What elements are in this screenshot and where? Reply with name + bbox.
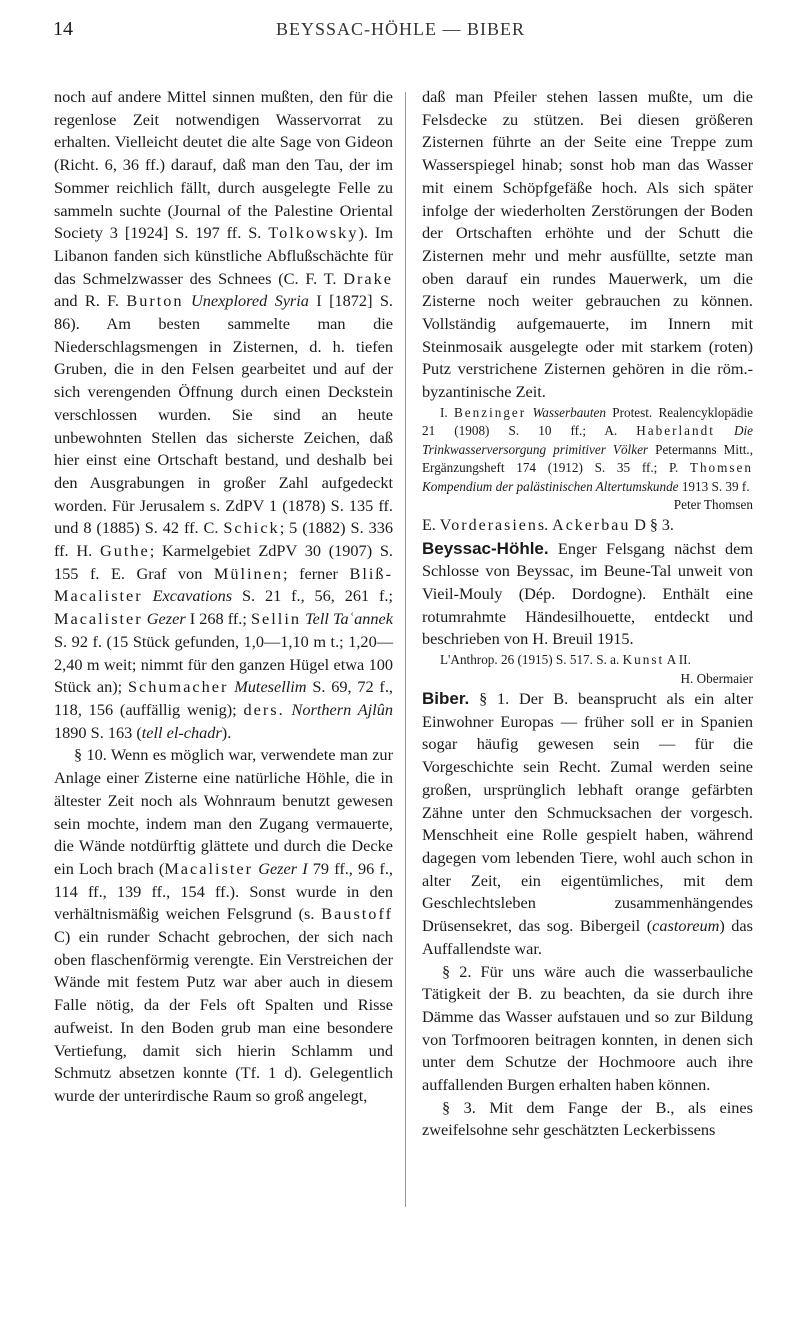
book-title: Gezer I bbox=[258, 858, 308, 878]
author-name: Tolkowsky bbox=[268, 223, 359, 243]
author-name: Drake bbox=[343, 268, 393, 288]
text-run bbox=[143, 586, 153, 605]
book-title: Gezer bbox=[146, 609, 186, 629]
text-run: and R. F. bbox=[54, 291, 127, 311]
latin-term: castoreum bbox=[652, 916, 720, 936]
cross-reference: Baustoff bbox=[321, 904, 393, 924]
author-signature: H. Obermaier bbox=[680, 670, 753, 686]
book-title: Wasserbauten bbox=[532, 404, 606, 420]
right-column bbox=[422, 86, 753, 1142]
page-number: 14 bbox=[53, 18, 73, 40]
text-run: S. 21 f., 56, 261 f.; bbox=[232, 586, 393, 606]
text-run: ; Karmelgebiet ZdPV 30 (1907) S. 155 f. E. Graf von bbox=[54, 541, 393, 583]
text-run: 1913 S. 39 f. bbox=[678, 478, 750, 494]
text-run bbox=[184, 291, 191, 310]
text-run: ) das Auffallendste war. bbox=[422, 916, 753, 958]
text-run: 1890 S. 163 ( bbox=[54, 722, 142, 742]
text-run: ; ferner bbox=[283, 563, 350, 583]
author-name: Guthe bbox=[99, 541, 150, 561]
text-run: ). bbox=[221, 722, 232, 742]
text-run: A II. bbox=[664, 652, 691, 668]
text-run: C) ein runder Schacht gebrochen, der sich nach oben flaschenförmig verengte. Ein Verstreichen der Wände mit festem Putz war aber auch in diesem Falle nötig, da der Fels oft Spalten und Risse aufweist. In den Boden grub man eine besondere Vertiefung, damit sich hierin Schlamm und Schmutz absetzen konnte (Tf. 1 d). Gelegentlich wurde der unterirdische Raum so groß angelegt, bbox=[54, 927, 393, 1105]
book-title: Die Trinkwasserversorgung primitiver Völker bbox=[422, 423, 754, 457]
section-2-paragraph: § 2. Für uns wäre auch die wasserbauliche Tätigkeit der B. zu beachten, da sie durch ihre Dämme das Wasser aufstauen und so zur Bildung von Torfmooren beitragen konnten, in denen sich unter dem Schutze der Hochmoore auch ihre auffallenden Burgen erhalten haben können. bbox=[422, 961, 753, 1095]
entry-biber bbox=[422, 688, 753, 960]
text-run: L'Anthrop. 26 (1915) S. 517. S. a. bbox=[440, 652, 623, 668]
text-run: noch auf andere Mittel sinnen mußten, den für die regenlose Zeit notwendigen Wasservorrat zu erhalten. Vielleicht deutet die alte Sage von Gideon (Richt. 6, 36 ff.) darauf, daß man den Tau, der im Sommer reichlich fällt, durch ausgelegte Felle zu sammeln suchte (Journal of the Palestine Oriental Society 3 [1924] S. 197 ff. S. bbox=[54, 87, 393, 243]
text-run: D § 3. bbox=[630, 516, 674, 534]
book-title: Northern Ajlûn bbox=[291, 699, 393, 719]
text-run: Petermanns Mitt., Ergänzungsheft 174 (1912) S. 35 ff.; P. bbox=[422, 441, 753, 476]
author-name: ders. bbox=[243, 699, 285, 719]
text-run: I 268 ff.; bbox=[185, 609, 251, 629]
cross-reference: Ackerbau bbox=[552, 516, 631, 534]
book-title: Kompendium der palästinischen Altertumskunde bbox=[422, 478, 679, 494]
author-name: Schick bbox=[223, 518, 280, 538]
section-3-paragraph: § 3. Mit dem Fange der B., als eines zweifelsohne sehr geschätzten Leckerbissens bbox=[422, 1097, 753, 1140]
cross-reference-entry bbox=[422, 515, 753, 538]
literature-references bbox=[422, 651, 753, 670]
text-run: Enger Felsgang nächst dem Schlosse von Beyssac, im Beune-Tal unweit von Vieil-Mouly (Dép. Dordogne). Enthält eine rotumrahmte Händesilhouette, entdeckt und beschrieben von H. Breuil 1915. bbox=[422, 538, 753, 649]
text-run: s. bbox=[537, 516, 553, 534]
author-name: Haberlandt bbox=[636, 423, 715, 439]
cross-reference: Kunst bbox=[622, 652, 665, 668]
book-title: Unexplored Syria bbox=[190, 291, 309, 311]
text-run: S. 92 f. (15 Stück gefunden, 1,0—1,10 m t.; 1,20—2,40 m weit; nimmt für den ganzen Hügel etwa 100 Stück an); bbox=[54, 631, 393, 697]
text-run bbox=[285, 700, 292, 719]
text-run: ; 5 (1882) S. 336 ff. H. bbox=[54, 518, 393, 561]
author-name: Benzinger bbox=[453, 404, 527, 420]
book-title: Tell Taʿannek bbox=[305, 609, 393, 629]
zisternen-continuation: daß man Pfeiler stehen lassen mußte, um die Felsdecke zu stützen. Bei diesen größeren Zisternen führte an der Seite eine Treppe zum Wasserspiegel hinab; sonst hob man das Wasser mit einem Schöpfgefäße hoch. Als sich später infolge der wiederholten Zerstörungen der Boden der Ortschaften erhöhte und der Schutt die Zisternen mehr und mehr ausfüllte, setzte man oben darauf ein rundes Mauerwerk, um die Zisterne noch weiter gebrauchen zu können. Vollständig aufgemauerte, im Innern mit Steinmosaik ausgelegte oder mit starkem (roten) Putz verstrichene Zisternen gehören in die röm.-byzantinische Zeit. bbox=[422, 87, 753, 402]
text-run: 79 ff., 96 f., 114 ff., 139 ff., 154 ff.). Sonst wurde in den verhältnismäßig weichen Felsgrund (s. bbox=[54, 858, 393, 924]
place-name: tell el-chadr bbox=[141, 722, 222, 742]
text-run bbox=[715, 423, 734, 438]
entry-headword: Biber. bbox=[422, 689, 470, 709]
author-name: Schumacher bbox=[127, 677, 229, 697]
literature-references bbox=[422, 404, 753, 497]
text-run: I [1872] S. 86). Am besten sammelte man die Niederschlagsmengen in Zisternen, d. h. tiefen Gruben, die in den Felsen gearbeitet und auf der sich verengenden Öffnung durch einen Deckstein verschlossen wurden. Sie sind an heute unbewohnten Stellen das sicherste Zeichen, daß hier einst eine Ortschaft bestand, und deshalb bei den Ausgrabungen in großer Zahl aufgedeckt worden. Für Jerusalem s. ZdPV 1 (1878) S. 135 ff. und 8 (1885) S. 42 ff. C. bbox=[54, 291, 393, 538]
book-title: Excavations bbox=[152, 586, 233, 606]
author-name: Sellin bbox=[250, 609, 301, 629]
author-name: Bliß-Macalister bbox=[54, 563, 393, 606]
author-name: Thomsen bbox=[689, 460, 753, 476]
book-title: Mutesellim bbox=[234, 677, 307, 697]
author-signature: Peter Thomsen bbox=[673, 497, 753, 513]
text-run: Protest. Realencyklopädie 21 (1908) S. 10 ff.; A. bbox=[422, 404, 753, 439]
text-run: § 1. Der B. beansprucht als ein alter Einwohner Europas — früher soll er in Spanien sogar häufig gewesen sein — für die Vorgeschichte sein Recht. Zumal werden seine großen, ursprünglich lebhaft orange gefärbten Zähne unter den Schmucksachen der vorgesch. Menschheit eine Rolle gespielt haben, während dagegen vom lebenden Tiere, wohl auch schon in alter Zeit, ein eigentümliches, mit dem Geschlechtsleben zusammenhängendes Drüsensekret, das sog. Bibergeil ( bbox=[422, 689, 753, 936]
column-rule bbox=[405, 92, 406, 1207]
text-run: S. 69, 72 f., 118, 156 (auffällig wenig); bbox=[54, 677, 393, 719]
author-name: Burton bbox=[126, 291, 184, 311]
text-run: ). Im Libanon fanden sich künstliche Abflußschächte für das Schmelzwasser des Schnees (C. F. T. bbox=[54, 223, 393, 288]
text-run: E. bbox=[422, 516, 440, 534]
section-10-paragraph bbox=[54, 744, 393, 1107]
running-head: BEYSSAC-HÖHLE — BIBER bbox=[275, 19, 525, 39]
left-column bbox=[54, 86, 393, 1108]
text-run: I. bbox=[440, 404, 454, 420]
cross-reference: Vorderasien bbox=[439, 516, 538, 534]
author-name: Macalister bbox=[164, 858, 254, 878]
author-name: Mülinen bbox=[213, 563, 284, 583]
entry-beyssac-hoehle bbox=[422, 538, 753, 652]
author-name: Macalister bbox=[54, 609, 143, 629]
text-run: § 10. Wenn es möglich war, verwendete man zur Anlage einer Zisterne eine natürliche Höhle, die in ältester Zeit noch als Wohnraum benutzt gewesen sein mochte, indem man den Zugang vermauerte, die Wände notdürftig glättete und durch die Decke ein Loch brach ( bbox=[54, 745, 393, 878]
zisternen-paragraph bbox=[54, 86, 393, 744]
entry-headword: Beyssac-Höhle. bbox=[422, 538, 549, 558]
